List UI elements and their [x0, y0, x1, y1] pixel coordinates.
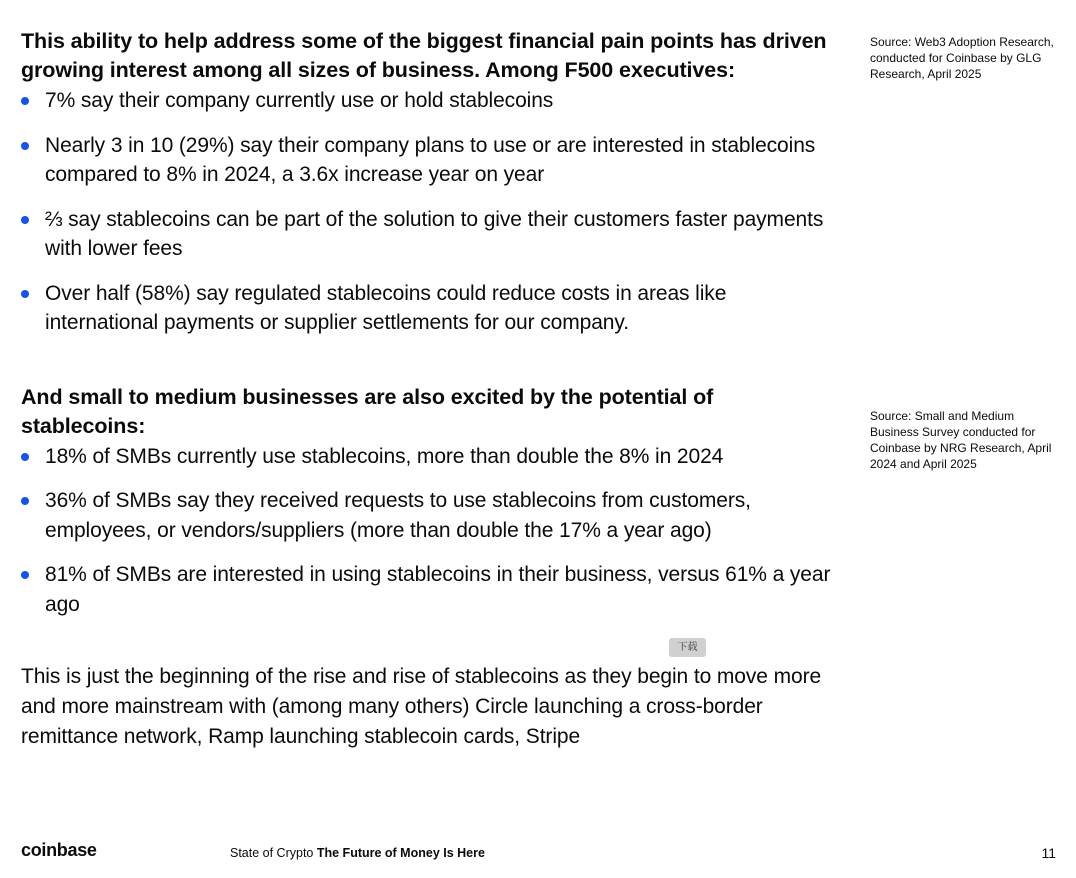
smb-source-note: Source: Small and Medium Business Survey conducted for Coinbase by NRG Research, April 2024 and April 2025 [870, 409, 1052, 471]
report-title [230, 846, 485, 860]
bullet-icon [21, 453, 29, 461]
smb-bullet-list [21, 442, 836, 620]
closing-paragraph: This is just the beginning of the rise and rise of stablecoins as they begin to move more and more mainstream with (among many others) Circle launching a cross-border remittance network, Ramp launching stablecoin cards, Stripe [21, 665, 822, 748]
list-item: Nearly 3 in 10 (29%) say their company plans to use or are interested in stablecoins compared to 8% in 2024, a 3.6x increase year on year [21, 131, 836, 190]
report-title-bold: The Future of Money Is Here [316, 846, 485, 860]
f500-source-note: Source: Web3 Adoption Research, conducted for Coinbase by GLG Research, April 2025 [870, 35, 1054, 81]
list-item: ⅔ say stablecoins can be part of the solution to give their customers faster payments with lower fees [21, 205, 836, 264]
smb-section [21, 383, 836, 620]
f500-section [21, 27, 836, 338]
list-item: 81% of SMBs are interested in using stablecoins in their business, versus 61% a year ago [21, 560, 836, 619]
bullet-icon [21, 142, 29, 150]
report-prefix: State of Crypto [230, 846, 314, 860]
list-item: 7% say their company currently use or hold stablecoins [21, 86, 836, 116]
list-item: 18% of SMBs currently use stablecoins, more than double the 8% in 2024 [21, 442, 836, 472]
smb-heading: And small to medium businesses are also excited by the potential of stablecoins: [21, 384, 714, 438]
f500-heading: This ability to help address some of the biggest financial pain points has driven growing interest among all sizes of business. Among F500 executives: [21, 29, 827, 82]
bullet-icon [21, 216, 29, 224]
list-item: Over half (58%) say regulated stablecoins could reduce costs in areas like international payments or supplier settlements for our company. [21, 279, 836, 338]
bullet-icon [21, 497, 29, 505]
page-number: 11 [1041, 845, 1056, 861]
list-item: 36% of SMBs say they received requests to use stablecoins from customers, employees, or vendors/suppliers (more than double the 17% a year ago) [21, 486, 836, 545]
bullet-icon [21, 290, 29, 298]
bullet-icon [21, 571, 29, 579]
main-content [21, 27, 836, 773]
bullet-icon [21, 97, 29, 105]
f500-bullet-list [21, 86, 836, 338]
download-tooltip[interactable]: 下载 [669, 638, 706, 657]
coinbase-logo: coinbase [21, 840, 97, 860]
